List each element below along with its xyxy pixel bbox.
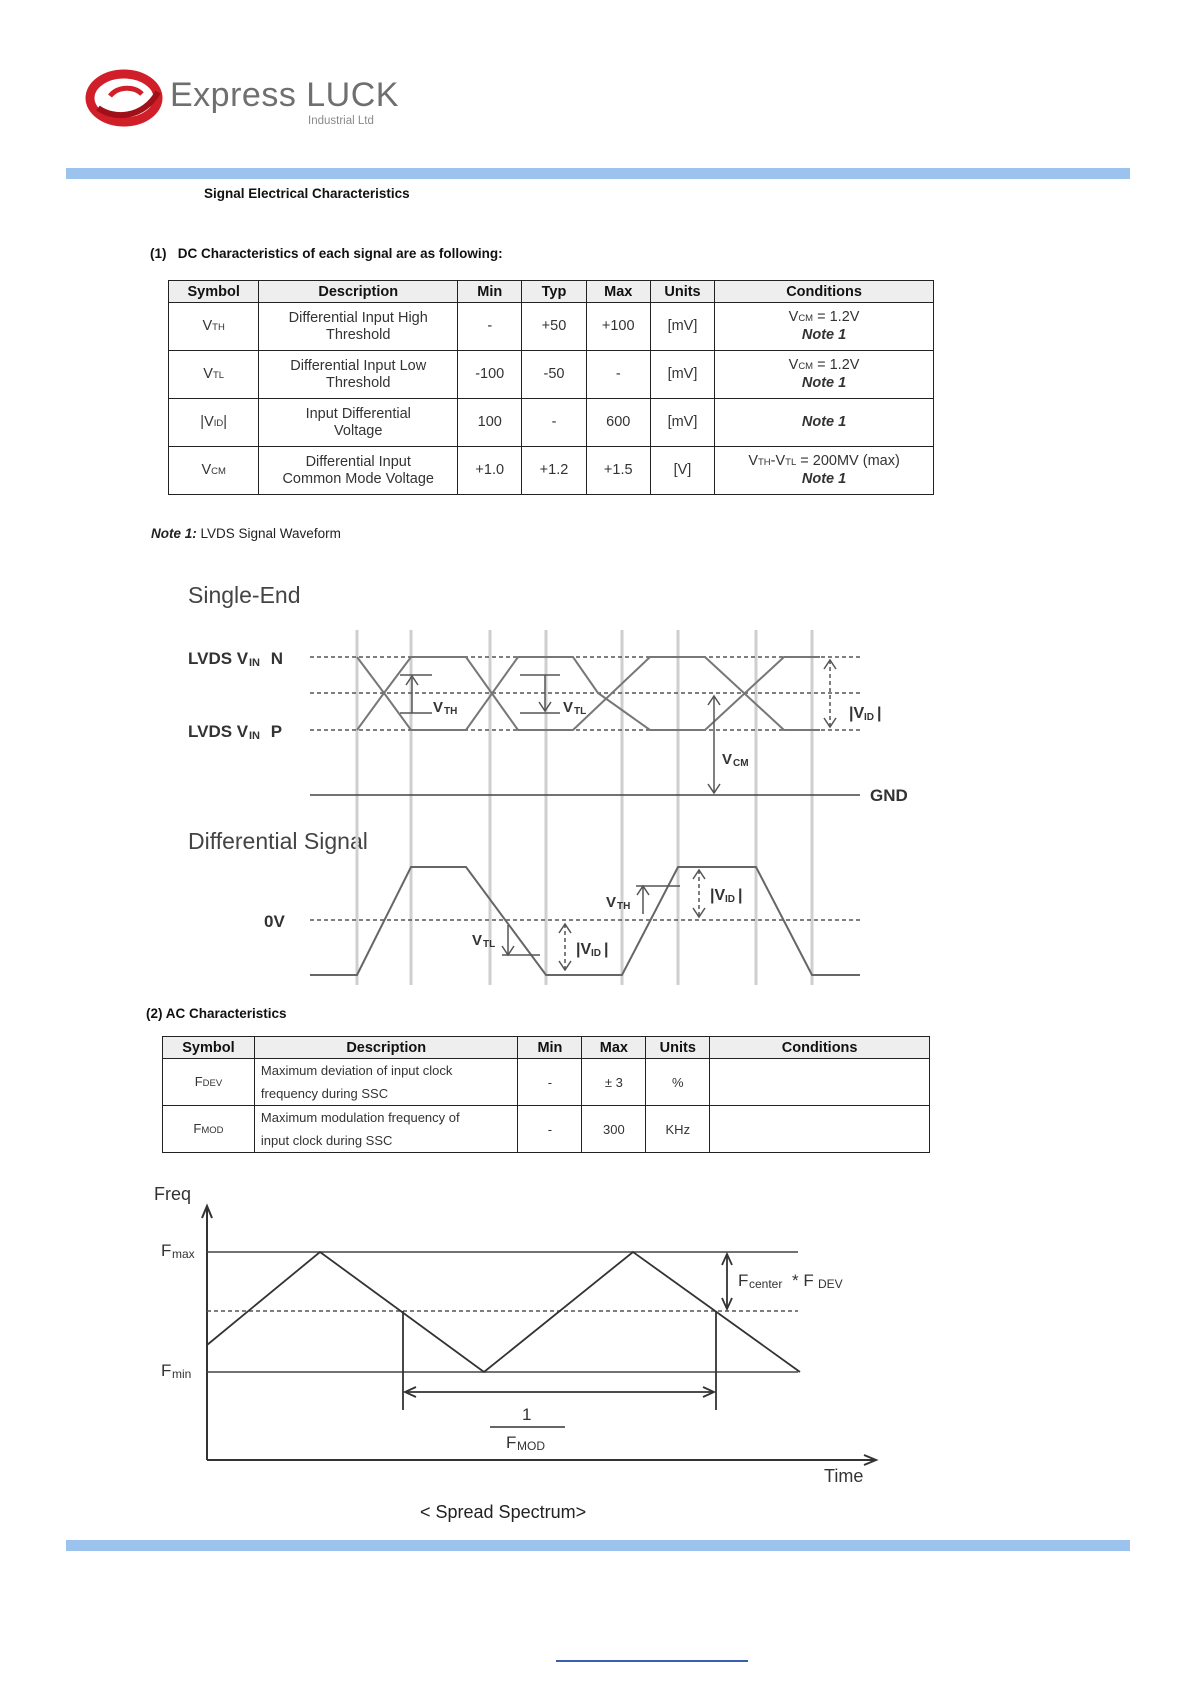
axes [202, 1206, 876, 1465]
vin-p-label-suffix: P [266, 722, 283, 741]
vin-n-label-sub: IN [249, 657, 260, 669]
vid-label-sub: ID [864, 712, 874, 723]
column-header: Description [254, 1037, 518, 1059]
description-cell: Maximum deviation of input clock frequency during SSC [254, 1059, 518, 1106]
vin-p-label-sub: IN [249, 730, 260, 742]
vtl-marker [520, 675, 560, 713]
vin-n-label-main: LVDS V [188, 649, 249, 668]
period-denominator-sub: MOD [517, 1439, 545, 1453]
diff-vtl-label-sub: TL [483, 939, 496, 950]
diff-vid-lower-end: | [604, 941, 609, 958]
units-cell: KHz [646, 1106, 710, 1153]
diff-vth-label-v: V [606, 894, 617, 911]
conditions-cell: VCM = 1.2V Note 1 [715, 351, 934, 399]
differential-signal [310, 867, 860, 975]
table-row [163, 1059, 930, 1106]
top-divider-bar [66, 168, 1130, 179]
vth-label-v: V [433, 699, 444, 716]
fdev-label-main: * F [792, 1271, 814, 1290]
symbol-cell: FMOD [163, 1106, 255, 1153]
y-axis-label: Freq [154, 1184, 192, 1204]
conditions-cell: Note 1 [715, 399, 934, 447]
description-cell: Differential Input High Threshold [259, 303, 458, 351]
vin-n-signal [357, 657, 820, 730]
table-row [169, 303, 934, 351]
column-header: Min [518, 1037, 582, 1059]
note-1: Note 1: LVDS Signal Waveform [151, 526, 341, 541]
max-cell: 600 [586, 399, 650, 447]
column-header: Max [586, 281, 650, 303]
period-arrow [405, 1387, 714, 1397]
column-header: Max [582, 1037, 646, 1059]
fmin-label-main: F [161, 1361, 172, 1380]
vth-label-sub: TH [444, 706, 458, 717]
typ-cell: -50 [522, 351, 586, 399]
table-row [169, 447, 934, 495]
fmax-label-sub: max [172, 1247, 195, 1261]
description-cell: Maximum modulation frequency of input clock during SSC [254, 1106, 518, 1153]
min-cell: - [518, 1059, 582, 1106]
diff-vid-upper-end: | [738, 887, 743, 904]
vtl-label-v: V [563, 699, 574, 716]
vin-n-label-suffix: N [266, 649, 283, 668]
differential-signal-title: Differential Signal [188, 828, 368, 854]
timing-grid-lines [357, 630, 812, 985]
fdev-label-sub: DEV [818, 1277, 843, 1291]
vid-label-v: |V [849, 705, 865, 722]
vth-marker [400, 675, 432, 713]
vid-label-end: | [877, 705, 882, 722]
column-header: Typ [522, 281, 586, 303]
diff-vth-label-sub: TH [617, 901, 631, 912]
conditions-cell: VTH-VTL = 200MV (max) Note 1 [715, 447, 934, 495]
diff-vid-lower-v: |V [576, 941, 592, 958]
column-header: Description [259, 281, 458, 303]
symbol-cell: |VID| [169, 399, 259, 447]
column-header: Symbol [163, 1037, 255, 1059]
diff-vid-upper-sub: ID [725, 894, 735, 905]
table-row [169, 399, 934, 447]
description-cell: Differential Input Common Mode Voltage [259, 447, 458, 495]
vtl-label-sub: TL [574, 706, 587, 717]
fmax-label-main: F [161, 1241, 172, 1260]
section-title: Signal Electrical Characteristics [204, 186, 410, 201]
footer-link-underline [556, 1660, 748, 1662]
min-cell: -100 [458, 351, 522, 399]
description-cell: Differential Input Low Threshold [259, 351, 458, 399]
fdev-arrow [722, 1254, 732, 1309]
dc-characteristics-table [168, 280, 934, 495]
column-header: Units [646, 1037, 710, 1059]
lvds-waveform-diagram [0, 620, 1190, 990]
symbol-cell: VCM [169, 447, 259, 495]
single-end-title: Single-End [188, 582, 301, 608]
fcenter-label-main: F [738, 1271, 749, 1290]
column-header: Conditions [715, 281, 934, 303]
table-row [169, 351, 934, 399]
min-cell: 100 [458, 399, 522, 447]
units-cell: [V] [650, 447, 714, 495]
company-logo [84, 68, 164, 128]
conditions-cell [710, 1059, 930, 1106]
spread-spectrum-caption: < Spread Spectrum> [420, 1502, 587, 1522]
symbol-cell: VTL [169, 351, 259, 399]
symbol-cell: VTH [169, 303, 259, 351]
min-cell: - [518, 1106, 582, 1153]
conditions-cell [710, 1106, 930, 1153]
max-cell: - [586, 351, 650, 399]
units-cell: [mV] [650, 399, 714, 447]
vcm-arrow [708, 696, 720, 793]
max-cell: ± 3 [582, 1059, 646, 1106]
logo-swoosh-icon [84, 68, 164, 128]
dc-heading: (1) DC Characteristics of each signal are as following: [150, 246, 503, 261]
vcm-label-sub: CM [733, 758, 749, 769]
units-cell: [mV] [650, 351, 714, 399]
typ-cell: - [522, 399, 586, 447]
fmin-label-sub: min [172, 1367, 192, 1381]
conditions-cell: VCM = 1.2V Note 1 [715, 303, 934, 351]
x-axis-label: Time [824, 1466, 864, 1486]
units-cell: % [646, 1059, 710, 1106]
min-cell: - [458, 303, 522, 351]
units-cell: [mV] [650, 303, 714, 351]
column-header: Conditions [710, 1037, 930, 1059]
diff-vtl-label-v: V [472, 932, 483, 949]
spread-spectrum-diagram [0, 1180, 1190, 1530]
reference-levels [310, 657, 860, 920]
ac-characteristics-table [162, 1036, 930, 1153]
typ-cell: +1.2 [522, 447, 586, 495]
diff-vid-lower-arrow [559, 924, 571, 970]
table-header-row [169, 281, 934, 303]
description-cell: Input Differential Voltage [259, 399, 458, 447]
max-cell: 300 [582, 1106, 646, 1153]
ac-heading: (2) AC Characteristics [146, 1006, 287, 1021]
table-header-row [163, 1037, 930, 1059]
company-name: Express LUCK [170, 76, 399, 114]
max-cell: +100 [586, 303, 650, 351]
vcm-label-v: V [722, 751, 733, 768]
column-header: Symbol [169, 281, 259, 303]
company-subtitle: Industrial Ltd [308, 115, 374, 127]
vin-p-signal [357, 657, 820, 730]
symbol-cell: FDEV [163, 1059, 255, 1106]
diff-vid-upper-v: |V [710, 887, 726, 904]
gnd-label: GND [870, 786, 908, 805]
column-header: Min [458, 281, 522, 303]
min-cell: +1.0 [458, 447, 522, 495]
diff-vid-upper-arrow [693, 870, 705, 917]
diff-vid-lower-sub: ID [591, 948, 601, 959]
table-row [163, 1106, 930, 1153]
typ-cell: +50 [522, 303, 586, 351]
bottom-divider-bar [66, 1540, 1130, 1551]
diff-vth-arrow [636, 886, 680, 914]
period-numerator: 1 [522, 1405, 532, 1424]
period-denominator-main: F [506, 1433, 517, 1452]
zero-v-label: 0V [264, 912, 285, 931]
triangle-wave [207, 1252, 800, 1372]
fcenter-label-sub: center [749, 1277, 783, 1291]
max-cell: +1.5 [586, 447, 650, 495]
vin-p-label-main: LVDS V [188, 722, 249, 741]
column-header: Units [650, 281, 714, 303]
